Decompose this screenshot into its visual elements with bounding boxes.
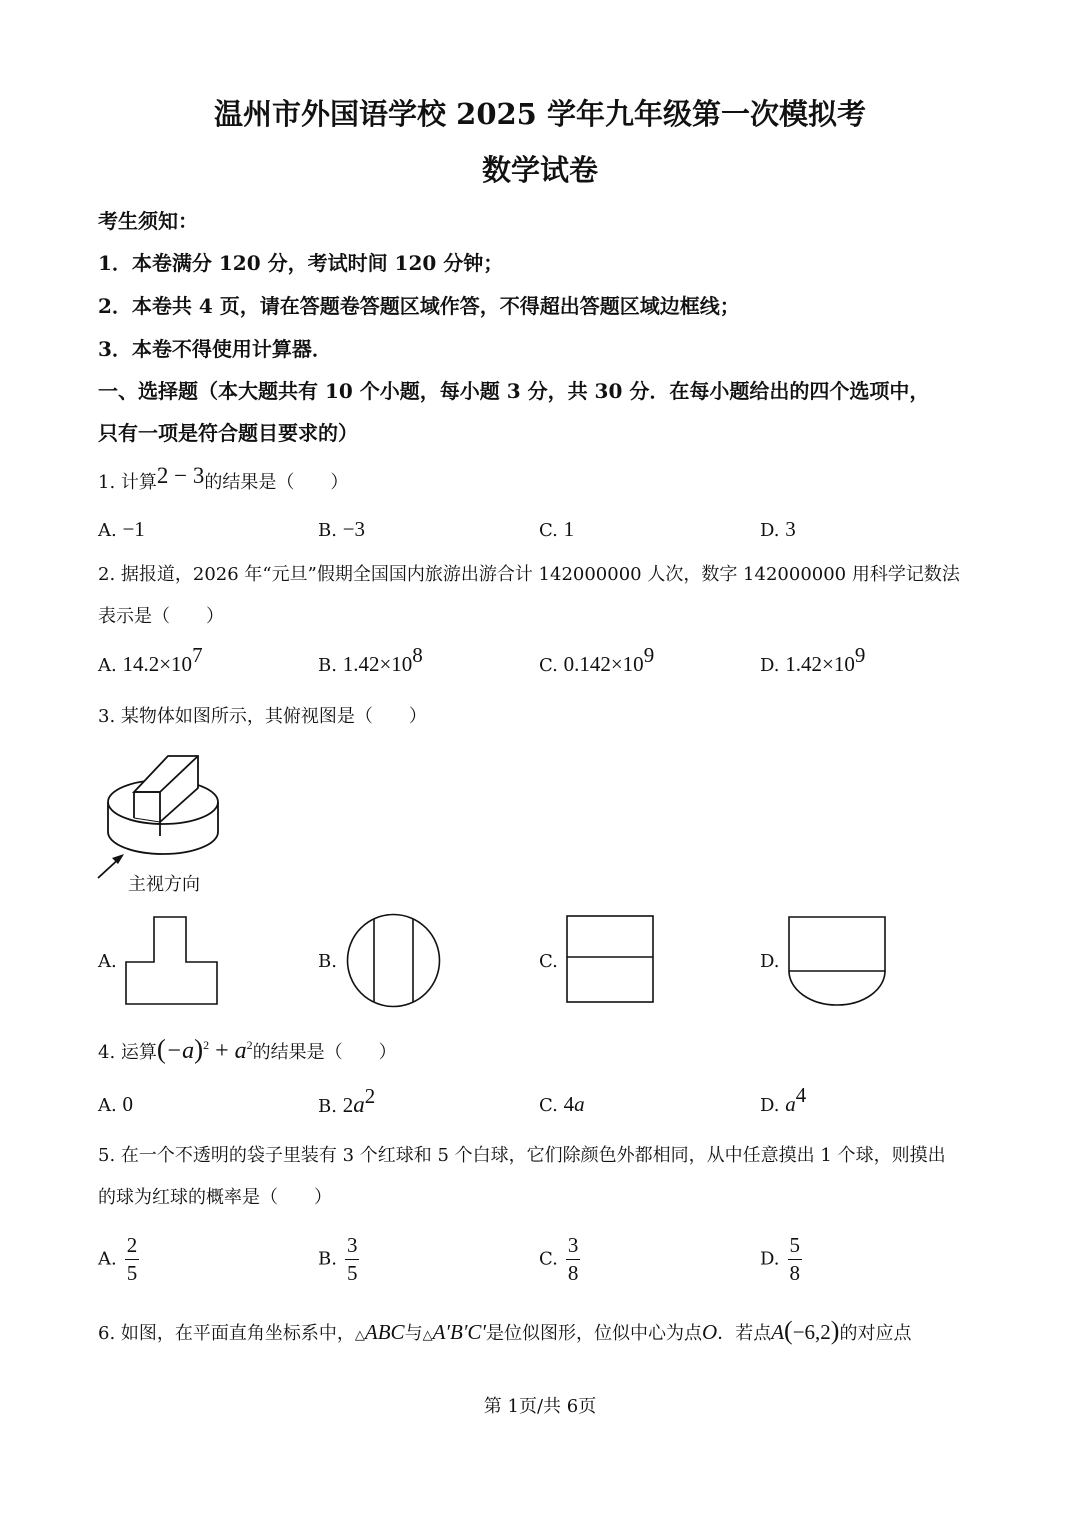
figure-label: 主视方向 — [128, 874, 200, 895]
option-d[interactable]: D. $\frac{5}{8}$ — [760, 1233, 801, 1285]
triangle-icon: △ — [354, 1328, 365, 1343]
option-a[interactable]: A. — [98, 951, 117, 972]
question-5: 5. 在一个不透明的袋子里装有 3 个红球和 5 个白球，它们除颜色外都相同，从中任意摸出 1 个球，则摸出 — [98, 1145, 946, 1166]
option-c[interactable]: C. $0.142\times 10^9$ — [539, 643, 655, 676]
fraction: $\frac{3}{5}$ — [346, 1233, 358, 1285]
option-c[interactable]: C. $\frac{3}{8}$ — [539, 1233, 579, 1285]
notice-heading: 考生须知： — [98, 209, 198, 233]
option-d[interactable]: D. 3 — [760, 517, 796, 541]
rectangle-semicircle-figure — [787, 915, 887, 1007]
math-expression: $(-a)^2 + a^2$ — [156, 1034, 253, 1064]
option-b[interactable]: B. $2a^2$ — [318, 1084, 376, 1117]
question-3: 3. 某物体如图所示，其俯视图是（ ） — [98, 706, 427, 727]
question-6: 6. 如图，在平面直角坐标系中，△ABC与△A′B′C′是位似图形，位似中心为点O．若点A(−6,2)的对应点 — [98, 1316, 912, 1345]
option-c[interactable]: C. 1 — [539, 517, 575, 541]
question-text: 4. 运算 — [98, 1042, 157, 1063]
fraction: $\frac{2}{5}$ — [126, 1233, 138, 1285]
t-shape-figure — [124, 916, 220, 1006]
section-heading-cont: 只有一项是符合题目要求的） — [98, 421, 358, 445]
question-1 — [98, 463, 349, 494]
question-text: 1. 计算 — [98, 472, 157, 493]
option-d[interactable]: D. $a^4$ — [760, 1083, 807, 1116]
circle-chords-figure — [345, 914, 443, 1008]
rectangle-midline-figure — [566, 915, 656, 1005]
exam-subtitle: 数学试卷 — [481, 153, 598, 187]
option-c[interactable]: C. 4a — [539, 1092, 585, 1116]
math-expression: 2 − 3 — [156, 463, 205, 488]
question-text: 的结果是（ ） — [204, 472, 349, 493]
option-b[interactable]: B. −3 — [318, 517, 366, 541]
exam-title: 温州市外国语学校 2025 学年九年级第一次模拟考 — [214, 97, 866, 131]
option-a[interactable]: A. $\frac{2}{5}$ — [98, 1233, 138, 1285]
option-b[interactable]: B. — [318, 951, 337, 972]
option-b[interactable]: B. $\frac{3}{5}$ — [318, 1233, 358, 1285]
option-b[interactable]: B. $1.42\times 10^8$ — [318, 643, 423, 676]
notice-item: 2．本卷共 4 页，请在答题卷答题区域作答，不得超出答题区域边框线； — [98, 294, 740, 318]
question-4 — [98, 1034, 397, 1065]
notice-item: 1．本卷满分 120 分，考试时间 120 分钟； — [98, 251, 504, 275]
question-2-cont: 表示是（ ） — [98, 606, 224, 627]
option-a[interactable]: A. $14.2\times 10^7$ — [98, 643, 203, 676]
fraction: $\frac{3}{8}$ — [567, 1233, 579, 1285]
question-2: 2. 据报道，2026 年“元旦”假期全国国内旅游出游合计 142000000 人次，数字 142000000 用科学记数法 — [98, 564, 960, 585]
option-a[interactable]: A. −1 — [98, 517, 145, 541]
fraction: $\frac{5}{8}$ — [789, 1233, 801, 1285]
option-d[interactable]: D. $1.42\times 10^9$ — [760, 643, 866, 676]
option-a[interactable]: A. 0 — [98, 1092, 133, 1116]
notice-item: 3．本卷不得使用计算器． — [98, 337, 332, 361]
option-d[interactable]: D. — [760, 951, 780, 972]
question-5-cont: 的球为红球的概率是（ ） — [98, 1187, 332, 1208]
object-3d-figure — [90, 740, 230, 890]
triangle-icon: △ — [422, 1328, 433, 1343]
page-number: 第 1页/共 6页 — [483, 1396, 597, 1417]
section-heading: 一、选择题（本大题共有 10 个小题，每小题 3 分，共 30 分．在每小题给出的四个选项中， — [98, 379, 930, 403]
question-text: 的结果是（ ） — [252, 1042, 397, 1063]
option-c[interactable]: C. — [539, 951, 558, 972]
